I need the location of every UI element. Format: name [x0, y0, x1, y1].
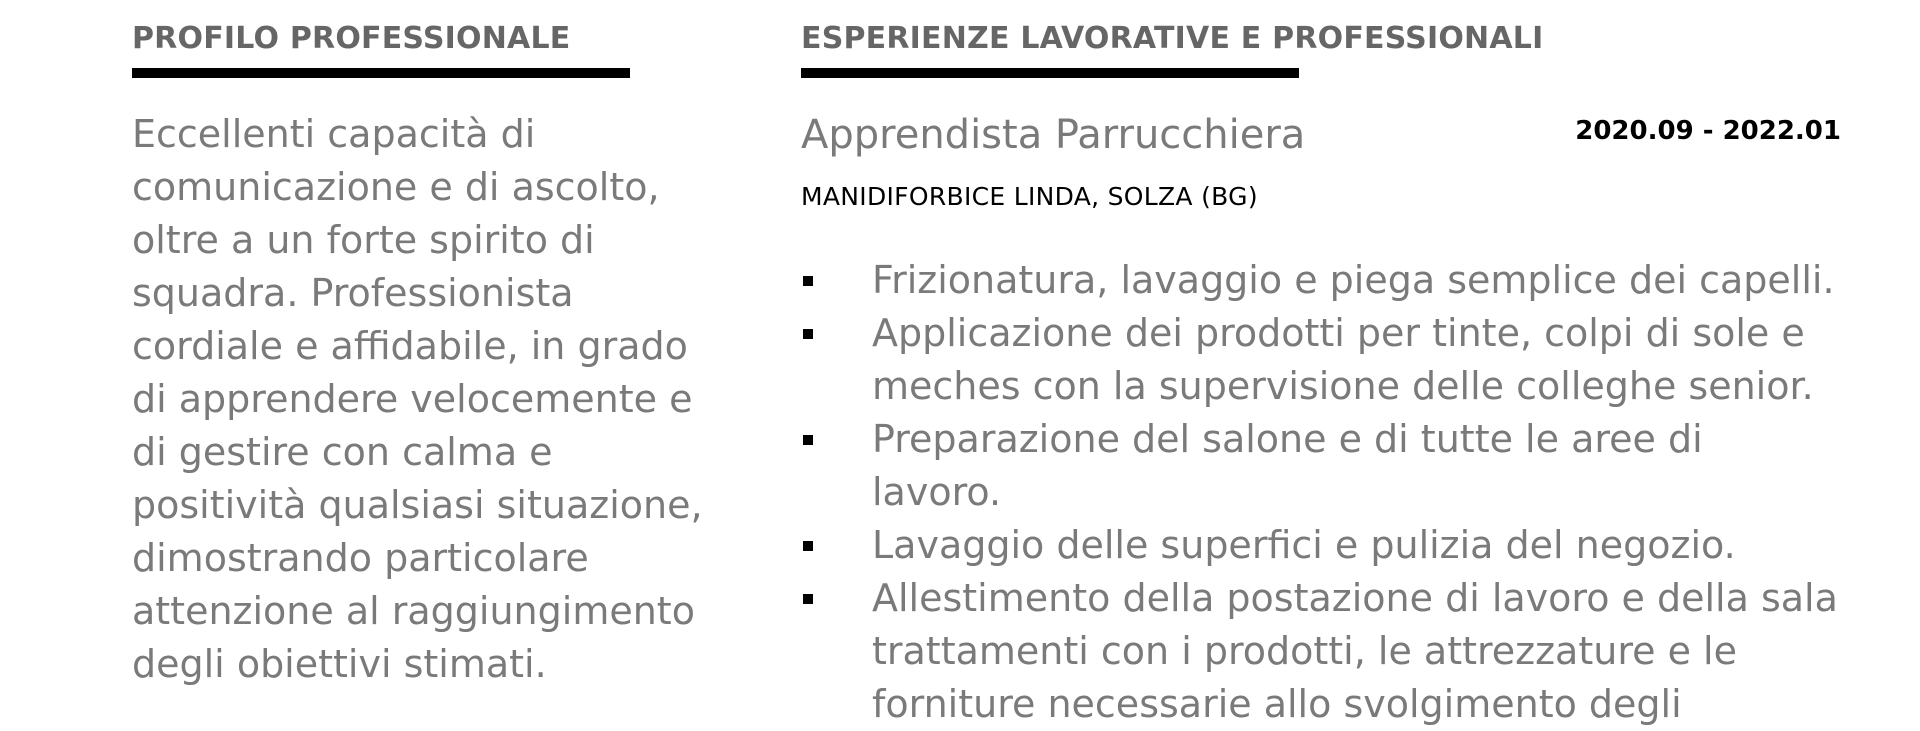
duty-text: Applicazione dei prodotti per tinte, colpi di sole e meches con la supervisione delle colleghe senior.: [872, 311, 1814, 408]
duty-text: Frizionatura, lavaggio e piega semplice dei capelli.: [872, 258, 1835, 302]
list-item: [801, 519, 1841, 572]
profile-heading-rule: [132, 68, 630, 78]
square-bullet-icon: [803, 594, 813, 604]
duty-text: Lavaggio delle superfici e pulizia del negozio.: [872, 523, 1736, 567]
square-bullet-icon: [803, 329, 813, 339]
list-item: [801, 572, 1841, 731]
list-item: [801, 307, 1841, 413]
duty-text: Preparazione del salone e di tutte le aree di lavoro.: [872, 417, 1703, 514]
experience-heading-rule: [801, 68, 1299, 78]
experience-heading: ESPERIENZE LAVORATIVE E PROFESSIONALI: [801, 21, 1544, 56]
profile-summary: Eccellenti capacità di comunicazione e di ascolto, oltre a un forte spirito di squadra. Professionista cordiale e affidabile, in grado di apprendere velocemente e di gestire con calma e positività qualsiasi situazione, dimostrando particolare attenzione al raggiungimento degli obiettivi stimati.: [132, 112, 703, 686]
square-bullet-icon: [803, 541, 813, 551]
list-item: [801, 413, 1841, 519]
list-item: [801, 254, 1841, 307]
duty-text: Allestimento della postazione di lavoro e della sala trattamenti con i prodotti, le attrezzature e le forniture necessarie allo svolgimento degli: [872, 576, 1838, 726]
job-duties-list: [801, 254, 1841, 731]
job-title: Apprendista Parrucchiera: [801, 112, 1306, 158]
square-bullet-icon: [803, 435, 813, 445]
profile-heading: PROFILO PROFESSIONALE: [132, 21, 571, 56]
job-dates: 2020.09 - 2022.01: [1575, 116, 1841, 146]
job-employer: MANIDIFORBICE LINDA, SOLZA (BG): [801, 182, 1258, 211]
square-bullet-icon: [803, 276, 813, 286]
